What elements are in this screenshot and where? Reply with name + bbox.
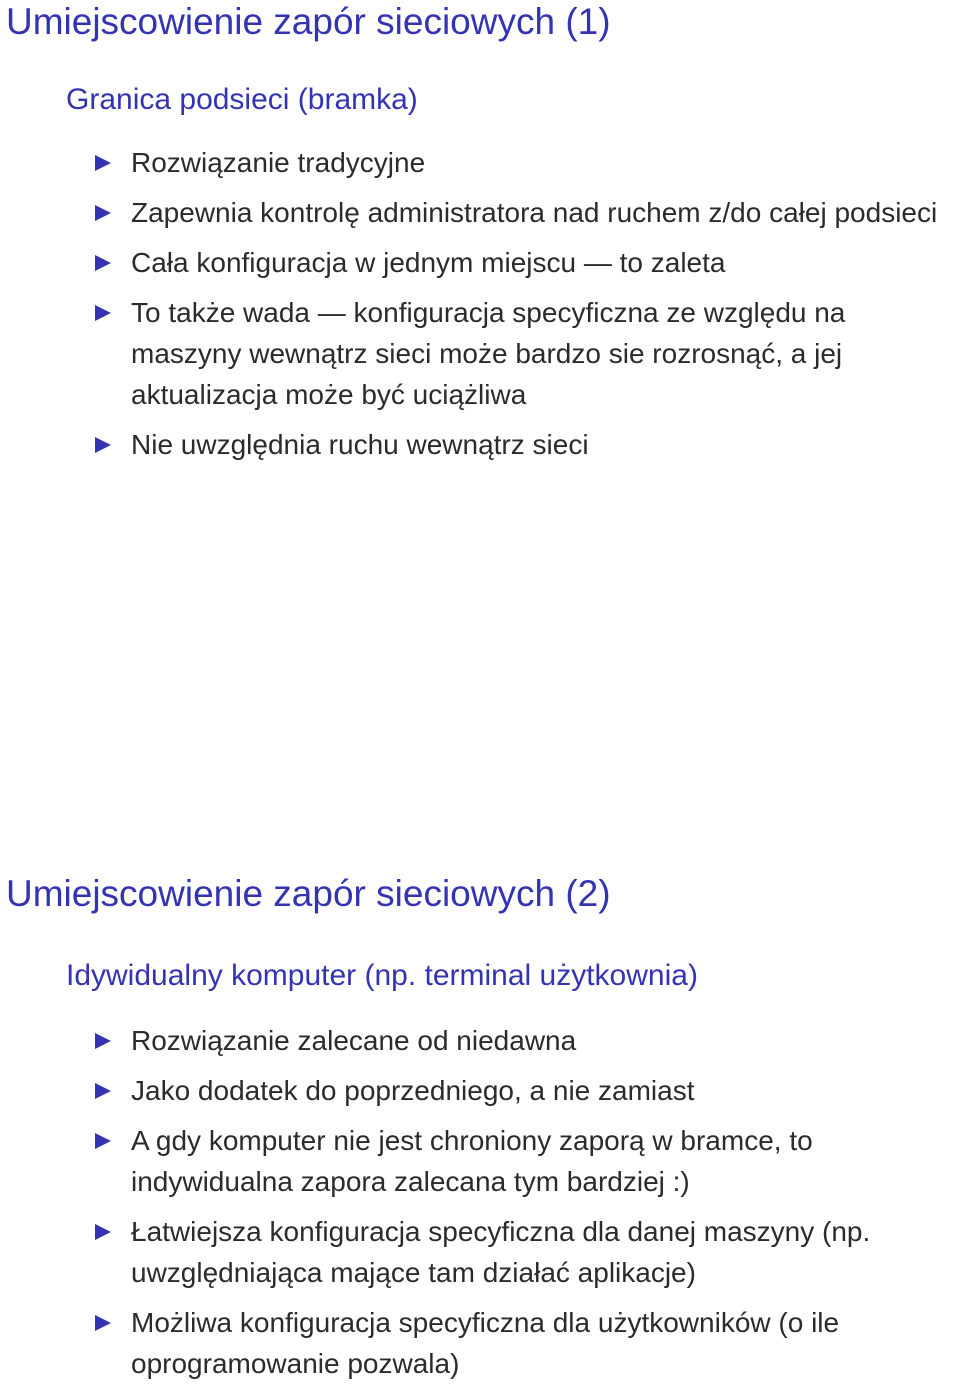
triangle-right-icon	[95, 1315, 111, 1331]
block-title: Idywidualny komputer (np. terminal użytkownia)	[66, 959, 698, 992]
triangle-right-icon	[95, 1133, 111, 1149]
block-title: Granica podsieci (bramka)	[66, 83, 418, 116]
bullet-item	[0, 1302, 960, 1384]
bullet-item	[0, 192, 960, 233]
triangle-right-icon	[95, 305, 111, 321]
bullet-item	[0, 1020, 960, 1061]
bullet-text: Rozwiązanie tradycyjne	[131, 147, 426, 178]
triangle-right-icon	[95, 1083, 111, 1099]
bullet-text: Cała konfiguracja w jednym miejscu — to zaleta	[131, 247, 726, 278]
bullet-item	[0, 142, 960, 183]
triangle-right-icon	[95, 255, 111, 271]
bullet-text: Rozwiązanie zalecane od niedawna	[131, 1025, 577, 1056]
bullet-item	[0, 292, 960, 415]
bullet-item	[0, 242, 960, 283]
bullet-list	[0, 1020, 960, 1393]
bullet-item	[0, 424, 960, 465]
bullet-text: Zapewnia kontrolę administratora nad ruchem z/do całej podsieci	[131, 197, 938, 228]
bullet-item	[0, 1211, 960, 1293]
bullet-text: Łatwiejsza konfiguracja specyficzna dla danej maszyny (np. uwzględniająca mające tam działać aplikacje)	[131, 1216, 871, 1288]
bullet-item	[0, 1070, 960, 1111]
bullet-text: A gdy komputer nie jest chroniony zaporą w bramce, to indywidualna zapora zalecana tym bardziej :)	[131, 1125, 813, 1197]
bullet-text: Jako dodatek do poprzedniego, a nie zamiast	[131, 1075, 695, 1106]
bullet-text: Możliwa konfiguracja specyficzna dla użytkowników (o ile oprogramowanie pozwala)	[131, 1307, 840, 1379]
bullet-list	[0, 142, 960, 474]
triangle-right-icon	[95, 1224, 111, 1240]
slide-title: Umiejscowienie zapór sieciowych (2)	[6, 873, 611, 914]
bullet-text: To także wada — konfiguracja specyficzna ze względu na maszyny wewnątrz sieci może bardzo sie rozrosnąć, a jej aktualizacja może być uciążliwa	[131, 297, 846, 410]
triangle-right-icon	[95, 437, 111, 453]
slide-title: Umiejscowienie zapór sieciowych (1)	[6, 1, 611, 42]
triangle-right-icon	[95, 1033, 111, 1049]
triangle-right-icon	[95, 155, 111, 171]
bullet-item	[0, 1120, 960, 1202]
triangle-right-icon	[95, 205, 111, 221]
bullet-text: Nie uwzględnia ruchu wewnątrz sieci	[131, 429, 589, 460]
